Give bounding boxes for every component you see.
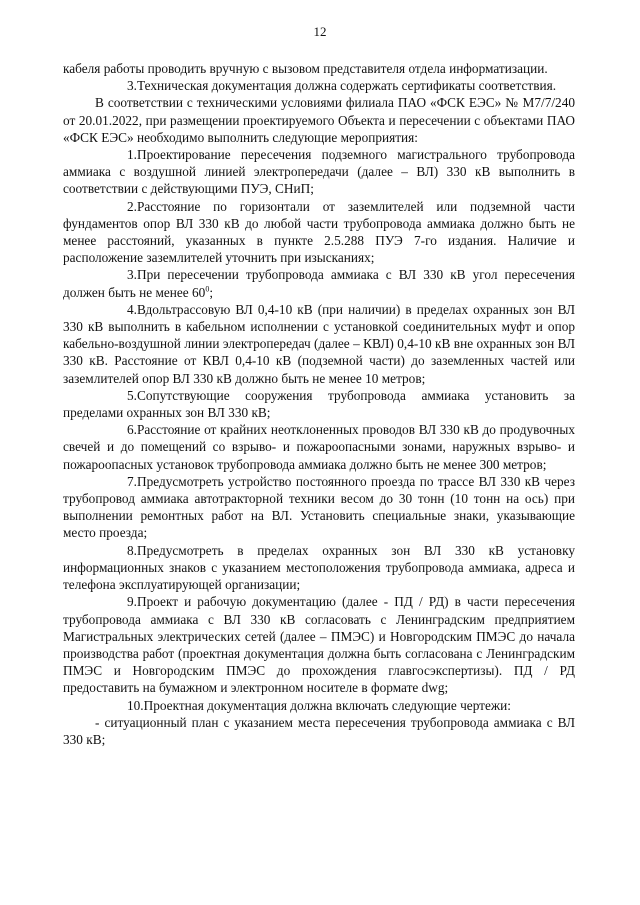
item-number: 8.: [127, 542, 137, 558]
paragraph-continuation: кабеля работы проводить вручную с вызовом представителя отдела информатизации.: [63, 61, 548, 76]
page-number: 12: [313, 24, 327, 39]
item-number: 4.: [127, 301, 137, 317]
item-text: Сопутствующие сооружения трубопровода аммиака установить за пределами охранных зон ВЛ 330 кВ;: [63, 387, 575, 421]
list-item-1: [63, 146, 575, 198]
list-item-2: [63, 198, 575, 267]
item-number: 3.: [127, 267, 137, 283]
list-item-10: [63, 697, 575, 714]
item-text: Проектирование пересечения подземного магистрального трубопровода аммиака с воздушной линией электропередачи (далее – ВЛ) 330 кВ выполнить в соответствии с действующими ПУЭ, СНиП;: [63, 147, 575, 197]
item-text: Проект и рабочую документацию (далее - ПД / РД) в части пересечения трубопровода аммиака с ВЛ 330 кВ согласовать с Ленинградским предприятием Магистральных электрических сетей (далее – ПМЭС) и Новгородским ПМЭС до начала производства работ (проектная документация должна быть согласована с Ленинградским ПМЭС и Новгородским ПМЭС до прохождения главгосэкспертизы). ПД / РД предоставить на бумажном и электронном носителе в формате dwg;: [63, 594, 575, 696]
item-number: 9.: [127, 594, 137, 610]
item-text: Предусмотреть в пределах охранных зон ВЛ 330 кВ установку информационных знаков с указанием местоположения трубопровода аммиака, адреса и телефона эксплуатирующей организации;: [63, 542, 575, 593]
item-text: Техническая документация должна содержать сертификаты соответствия.: [136, 78, 557, 94]
item-text: Предусмотреть устройство постоянного проезда по трассе ВЛ 330 кВ через трубопровод аммиака автотракторной техники весом до 30 тонн (10 тонн на ось) при выполнении ремонтных работ на ВЛ. Установить специальные знаки, указывающие место проезда;: [63, 473, 575, 541]
item-text-end: ;: [209, 284, 214, 300]
item-text: Проектная документация должна включать следующие чертежи:: [143, 697, 511, 713]
item-text: При пересечении трубопровода аммиака с ВЛ 330 кВ угол пересечения должен быть не менее 60: [63, 267, 575, 300]
list-item-4: [63, 301, 575, 387]
item-number: 5.: [127, 387, 137, 403]
item-number: 6.: [127, 422, 137, 438]
item-text: Расстояние от крайних неотклоненных проводов ВЛ 330 кВ до продувочных свечей и до помещений со взрыво- и пожароопасными зонами, наружных взрыво- и пожароопасных установок трубопровода аммиака должно быть не менее 300 метров;: [63, 422, 575, 472]
list-item-8: [63, 542, 575, 594]
item-text: Расстояние по горизонтали от заземлителей или подземной части фундаментов опор ВЛ 330 кВ до любой части трубопровода аммиака должно быть не менее расстояний, указанных в пункте 2.5.288 ПУЭ 7-го издания. Наличие и расположение заземлителей уточнить при изысканиях;: [63, 198, 575, 266]
item-number: 2.: [127, 198, 137, 214]
list-item-6: [63, 421, 575, 473]
item-number: 3.: [127, 78, 137, 94]
paragraph-technical-conditions: В соответствии с техническими условиями филиала ПАО «ФСК ЕЭС» № М7/7/240 от 20.01.2022, при размещении проектируемого Объекта и пересечении с объектами ПАО «ФСК ЕЭС» необходимо выполнить следующие мероприятия:: [63, 95, 575, 145]
item-number: 10.: [127, 697, 144, 713]
degree-superscript: 0: [205, 284, 210, 294]
item-number: 1.: [127, 147, 137, 163]
item-text: Вдольтрассовую ВЛ 0,4-10 кВ (при наличии) в пределах охранных зон ВЛ 330 кВ выполнить в кабельном исполнении с установкой соединительных муфт и опор кабельно-воздушной линии электропередач (далее – КВЛ) 0,4-10 кВ вне охранных зон ВЛ 330 кВ. Расстояние от КВЛ 0,4-10 кВ (подземной части) до заземленных частей или заземлителей опор ВЛ 330 кВ должно быть не менее 10 метров;: [63, 301, 575, 386]
list-item-5: [63, 387, 575, 421]
list-item-3: [63, 266, 575, 300]
paragraph-item-3-documentation: [63, 77, 575, 94]
item-number: 7.: [127, 473, 137, 489]
list-subitem-situational-plan: - ситуационный план с указанием места пересечения трубопровода аммиака с ВЛ 330 кВ;: [63, 714, 575, 747]
document-body: [63, 60, 575, 748]
list-item-7: [63, 473, 575, 542]
list-item-9: [63, 593, 575, 696]
